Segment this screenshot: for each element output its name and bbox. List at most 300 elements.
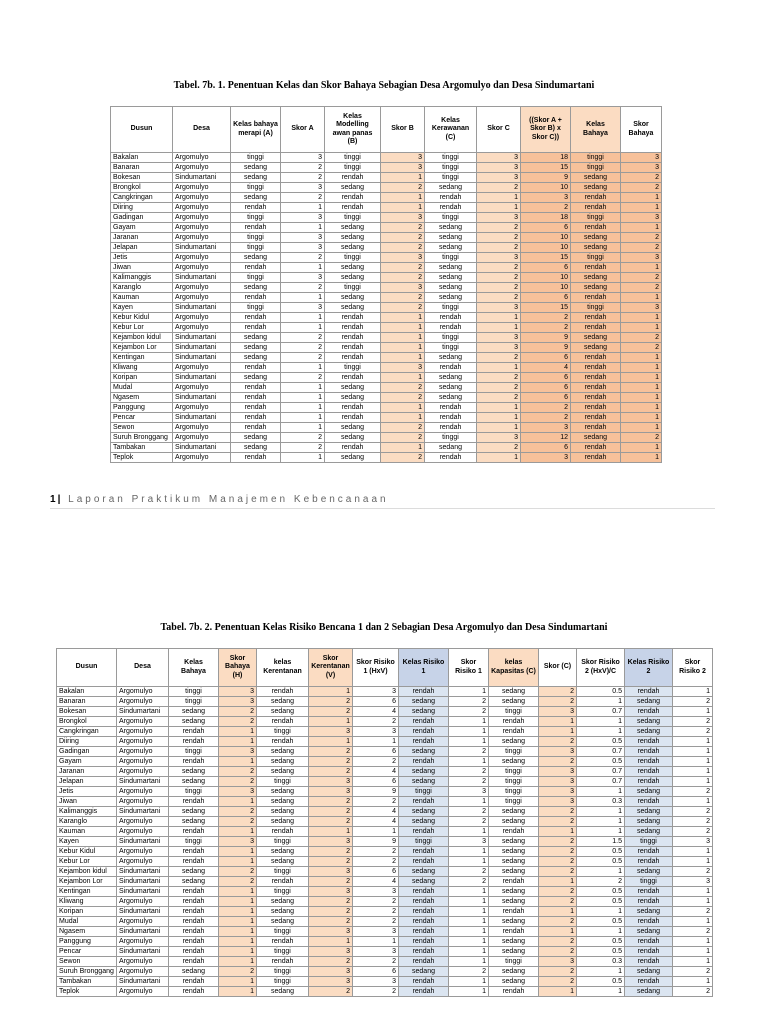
table-row	[111, 203, 662, 213]
table-cell: 1	[621, 363, 662, 373]
table-cell: Argomulyo	[173, 253, 231, 263]
table2-header-cell: Kelas Bahaya	[169, 649, 219, 687]
table-cell: 2	[381, 263, 425, 273]
table-row	[57, 827, 713, 837]
table-cell: 3	[477, 343, 521, 353]
table-cell: tinggi	[257, 927, 309, 937]
table-cell: 1	[281, 363, 325, 373]
table-row	[111, 243, 662, 253]
table-cell: Kejambon kidul	[57, 867, 117, 877]
table-cell: 2	[673, 927, 713, 937]
table-cell: sedang	[489, 857, 539, 867]
table-cell: sedang	[625, 807, 673, 817]
table-cell: 3	[673, 837, 713, 847]
table-cell: Kejambon Lor	[57, 877, 117, 887]
table-cell: 1	[381, 203, 425, 213]
table-cell: Tambakan	[57, 977, 117, 987]
table-cell: 3	[477, 173, 521, 183]
table-cell: 1	[621, 393, 662, 403]
table-cell: 1	[449, 847, 489, 857]
table-cell: sedang	[257, 857, 309, 867]
table-cell: sedang	[325, 263, 381, 273]
table-row	[57, 797, 713, 807]
table-cell: 4	[521, 363, 571, 373]
table-cell: 2	[673, 967, 713, 977]
table-cell: 1	[219, 737, 257, 747]
table-cell: Diiring	[111, 203, 173, 213]
table-cell: sedang	[325, 383, 381, 393]
table-cell: sedang	[489, 757, 539, 767]
table-cell: Kayen	[57, 837, 117, 847]
table-cell: 2	[477, 353, 521, 363]
table-cell: Tambakan	[111, 443, 173, 453]
table-cell: 2	[309, 907, 353, 917]
table-cell: 0.5	[577, 917, 625, 927]
table-cell: 1	[281, 403, 325, 413]
table-cell: tinggi	[489, 747, 539, 757]
table-cell: rendah	[169, 937, 219, 947]
table-cell: 1	[219, 887, 257, 897]
table-cell: rendah	[625, 687, 673, 697]
table-cell: Banaran	[57, 697, 117, 707]
table-cell: sedang	[399, 747, 449, 757]
table-cell: 6	[353, 777, 399, 787]
table-cell: 1	[281, 383, 325, 393]
table-cell: 0.5	[577, 847, 625, 857]
table-cell: 3	[621, 213, 662, 223]
table-cell: rendah	[425, 193, 477, 203]
table-row	[57, 687, 713, 697]
table-cell: 1	[621, 413, 662, 423]
table-cell: Jetis	[111, 253, 173, 263]
table-cell: 3	[521, 423, 571, 433]
table-cell: rendah	[257, 957, 309, 967]
table-cell: rendah	[169, 857, 219, 867]
table-cell: sedang	[489, 697, 539, 707]
table-cell: rendah	[571, 393, 621, 403]
table-cell: tinggi	[425, 253, 477, 263]
table-cell: Argomulyo	[173, 383, 231, 393]
table-cell: tinggi	[325, 283, 381, 293]
table-cell: sedang	[489, 847, 539, 857]
table-cell: 2	[353, 857, 399, 867]
table-cell: 6	[353, 867, 399, 877]
table-cell: rendah	[399, 977, 449, 987]
table-cell: 2	[309, 797, 353, 807]
table1-header-cell: Kelas bahaya merapi (A)	[231, 107, 281, 153]
table-cell: Argomulyo	[173, 433, 231, 443]
table-cell: 3	[219, 687, 257, 697]
table-cell: tinggi	[257, 777, 309, 787]
table-cell: sedang	[625, 967, 673, 977]
table-cell: 3	[381, 253, 425, 263]
table-cell: 0.3	[577, 797, 625, 807]
table-cell: 1	[353, 737, 399, 747]
table-cell: tinggi	[489, 797, 539, 807]
table-cell: sedang	[489, 947, 539, 957]
table-row	[57, 847, 713, 857]
table-cell: Sindumartani	[117, 837, 169, 847]
table-cell: sedang	[257, 697, 309, 707]
table2-header-cell: Skor Risiko 1	[449, 649, 489, 687]
table-cell: 2	[449, 877, 489, 887]
table-row	[57, 877, 713, 887]
table-cell: Cangkringan	[111, 193, 173, 203]
table-cell: rendah	[169, 917, 219, 927]
table-cell: tinggi	[425, 333, 477, 343]
table-cell: 1	[219, 757, 257, 767]
table-cell: Sindumartani	[173, 303, 231, 313]
table-cell: tinggi	[257, 887, 309, 897]
table-cell: 3	[281, 213, 325, 223]
table-cell: 2	[281, 333, 325, 343]
table-cell: 1	[539, 717, 577, 727]
table-cell: 2	[621, 183, 662, 193]
table-cell: rendah	[625, 937, 673, 947]
table-cell: sedang	[257, 707, 309, 717]
table-cell: tinggi	[169, 787, 219, 797]
table-cell: 0.5	[577, 737, 625, 747]
table-cell: rendah	[231, 323, 281, 333]
table-cell: tinggi	[257, 947, 309, 957]
table-cell: 0.7	[577, 767, 625, 777]
table-cell: 2	[521, 403, 571, 413]
table-cell: 6	[521, 263, 571, 273]
table-cell: 1	[673, 687, 713, 697]
table-cell: Brongkol	[111, 183, 173, 193]
table-cell: 2	[477, 393, 521, 403]
footer-page-number: 1	[50, 494, 56, 505]
table-cell: Kentingan	[57, 887, 117, 897]
table1-header-row	[111, 107, 662, 153]
table-cell: sedang	[231, 443, 281, 453]
table-cell: 3	[309, 977, 353, 987]
table-cell: 2	[353, 797, 399, 807]
table-cell: tinggi	[571, 213, 621, 223]
table-cell: 1	[673, 737, 713, 747]
table-cell: 2	[449, 807, 489, 817]
table-cell: 1	[673, 847, 713, 857]
table-cell: sedang	[571, 173, 621, 183]
table-cell: sedang	[231, 173, 281, 183]
table-cell: Sewon	[57, 957, 117, 967]
table-cell: Karanglo	[57, 817, 117, 827]
table-cell: sedang	[425, 383, 477, 393]
table-cell: 3	[621, 153, 662, 163]
table-cell: Kebur Kidul	[57, 847, 117, 857]
table-cell: rendah	[425, 363, 477, 373]
table-cell: 2	[621, 273, 662, 283]
table-cell: sedang	[231, 343, 281, 353]
table-cell: rendah	[489, 877, 539, 887]
table-row	[57, 937, 713, 947]
table-cell: Gayam	[111, 223, 173, 233]
table-cell: sedang	[231, 163, 281, 173]
table-row	[111, 183, 662, 193]
table-cell: rendah	[231, 453, 281, 463]
table-cell: 3	[673, 877, 713, 887]
table-cell: 0.5	[577, 887, 625, 897]
table-cell: 1	[381, 333, 425, 343]
table-cell: Pencar	[111, 413, 173, 423]
table-cell: tinggi	[231, 243, 281, 253]
table-cell: sedang	[231, 373, 281, 383]
table-cell: sedang	[625, 697, 673, 707]
table-cell: sedang	[257, 767, 309, 777]
table-cell: rendah	[231, 403, 281, 413]
table-cell: Kauman	[111, 293, 173, 303]
table1-header-cell: Skor B	[381, 107, 425, 153]
table-cell: rendah	[399, 797, 449, 807]
table-cell: 2	[353, 987, 399, 997]
table1-hazard	[110, 106, 662, 463]
table-cell: Argomulyo	[117, 737, 169, 747]
table-cell: Sindumartani	[173, 353, 231, 363]
table-cell: 2	[673, 867, 713, 877]
table-row	[57, 857, 713, 867]
table-cell: Jelapan	[57, 777, 117, 787]
table-cell: rendah	[625, 847, 673, 857]
table-cell: 1	[621, 373, 662, 383]
table-cell: Sindumartani	[117, 947, 169, 957]
table-cell: rendah	[399, 757, 449, 767]
table-cell: tinggi	[625, 837, 673, 847]
table-cell: rendah	[399, 947, 449, 957]
table-cell: 1	[309, 717, 353, 727]
table-cell: Argomulyo	[173, 213, 231, 223]
table-cell: sedang	[231, 283, 281, 293]
table-cell: sedang	[399, 867, 449, 877]
table-cell: 1	[219, 927, 257, 937]
table-cell: 2	[449, 817, 489, 827]
table-cell: Kentingan	[111, 353, 173, 363]
table-cell: rendah	[571, 403, 621, 413]
table-cell: 1	[381, 193, 425, 203]
table-cell: rendah	[169, 977, 219, 987]
table-cell: 2	[219, 707, 257, 717]
table-cell: 3	[381, 363, 425, 373]
table-cell: tinggi	[231, 303, 281, 313]
table-cell: 2	[281, 163, 325, 173]
table-cell: 1	[281, 413, 325, 423]
table-cell: 2	[539, 687, 577, 697]
table-cell: Argomulyo	[173, 193, 231, 203]
table-cell: 1	[621, 193, 662, 203]
table-cell: 1	[381, 173, 425, 183]
table-cell: 0.7	[577, 747, 625, 757]
table-cell: rendah	[571, 203, 621, 213]
table-cell: Jetis	[57, 787, 117, 797]
table-cell: 1	[281, 393, 325, 403]
table-cell: 4	[353, 807, 399, 817]
table-cell: sedang	[257, 817, 309, 827]
table-cell: tinggi	[399, 837, 449, 847]
table-cell: Argomulyo	[173, 403, 231, 413]
table-cell: 2	[449, 777, 489, 787]
table-row	[57, 907, 713, 917]
table-cell: 1	[449, 687, 489, 697]
table-cell: Kejambon Lor	[111, 343, 173, 353]
table-cell: 2	[621, 333, 662, 343]
table-cell: tinggi	[169, 837, 219, 847]
table-cell: 1	[281, 203, 325, 213]
table-cell: Argomulyo	[117, 957, 169, 967]
table-cell: sedang	[489, 807, 539, 817]
table2-header-cell: Skor Kerentanan (V)	[309, 649, 353, 687]
table-cell: rendah	[489, 827, 539, 837]
table-cell: 3	[353, 687, 399, 697]
table-cell: rendah	[489, 727, 539, 737]
table-cell: tinggi	[425, 343, 477, 353]
table-cell: Sindumartani	[173, 373, 231, 383]
table-cell: 2	[381, 383, 425, 393]
table-cell: 2	[621, 243, 662, 253]
table-cell: sedang	[399, 967, 449, 977]
table-cell: 0.3	[577, 957, 625, 967]
table-cell: tinggi	[425, 213, 477, 223]
table-cell: rendah	[625, 737, 673, 747]
table-cell: sedang	[399, 877, 449, 887]
table-cell: sedang	[489, 897, 539, 907]
table-cell: rendah	[625, 757, 673, 767]
table-cell: sedang	[399, 767, 449, 777]
table-cell: Argomulyo	[117, 897, 169, 907]
table-row	[57, 947, 713, 957]
table-cell: 1	[449, 937, 489, 947]
table-cell: 1	[309, 737, 353, 747]
table-cell: 2	[219, 877, 257, 887]
table-cell: Sewon	[111, 423, 173, 433]
table-cell: 0.7	[577, 777, 625, 787]
table-cell: sedang	[257, 917, 309, 927]
table-cell: 3	[477, 253, 521, 263]
table-cell: rendah	[571, 353, 621, 363]
table-cell: rendah	[169, 737, 219, 747]
table-cell: 2	[673, 717, 713, 727]
table-cell: 1	[381, 353, 425, 363]
table-cell: tinggi	[625, 877, 673, 887]
table-cell: rendah	[425, 413, 477, 423]
table-cell: 1	[477, 423, 521, 433]
table-cell: Argomulyo	[117, 817, 169, 827]
table-row	[57, 967, 713, 977]
table-cell: Argomulyo	[173, 223, 231, 233]
table-row	[111, 423, 662, 433]
table-cell: rendah	[231, 383, 281, 393]
table-row	[57, 867, 713, 877]
table-cell: tinggi	[257, 967, 309, 977]
table-cell: sedang	[425, 283, 477, 293]
table-cell: 0.5	[577, 857, 625, 867]
table-cell: 2	[577, 877, 625, 887]
table-cell: 3	[309, 887, 353, 897]
table-cell: tinggi	[571, 153, 621, 163]
table-cell: 1.5	[577, 837, 625, 847]
table-cell: tinggi	[425, 433, 477, 443]
table-cell: rendah	[231, 203, 281, 213]
table-row	[111, 153, 662, 163]
table-cell: 2	[621, 433, 662, 443]
table-cell: rendah	[325, 323, 381, 333]
table-cell: tinggi	[325, 163, 381, 173]
table-cell: 2	[673, 987, 713, 997]
table-cell: 3	[309, 967, 353, 977]
table-cell: 10	[521, 283, 571, 293]
table-cell: 1	[577, 697, 625, 707]
table-cell: sedang	[257, 797, 309, 807]
table-cell: rendah	[571, 193, 621, 203]
table-cell: sedang	[625, 927, 673, 937]
table-cell: 1	[449, 947, 489, 957]
table-cell: 3	[539, 707, 577, 717]
table-cell: Sindumartani	[173, 413, 231, 423]
table-cell: 2	[477, 293, 521, 303]
table-cell: Cangkringan	[57, 727, 117, 737]
table-cell: rendah	[325, 373, 381, 383]
table-row	[111, 333, 662, 343]
table-cell: 3	[353, 727, 399, 737]
table-cell: sedang	[257, 897, 309, 907]
table-cell: 1	[219, 907, 257, 917]
table-cell: tinggi	[571, 303, 621, 313]
table-row	[111, 163, 662, 173]
table-cell: sedang	[489, 737, 539, 747]
table-cell: Kebur Lor	[111, 323, 173, 333]
table-cell: rendah	[231, 423, 281, 433]
table-cell: 2	[477, 373, 521, 383]
table-cell: rendah	[169, 947, 219, 957]
table-cell: Ngasem	[57, 927, 117, 937]
table-cell: 1	[477, 413, 521, 423]
table-cell: rendah	[571, 453, 621, 463]
table-cell: 2	[353, 757, 399, 767]
table-cell: Argomulyo	[117, 857, 169, 867]
table-cell: rendah	[625, 957, 673, 967]
table-cell: rendah	[571, 373, 621, 383]
table-cell: 2	[449, 867, 489, 877]
table-cell: Argomulyo	[117, 937, 169, 947]
table-cell: 1	[449, 857, 489, 867]
table-cell: 2	[309, 707, 353, 717]
table-cell: 4	[353, 817, 399, 827]
table-cell: 2	[381, 293, 425, 303]
table-cell: Pencar	[57, 947, 117, 957]
table-cell: tinggi	[325, 253, 381, 263]
table-cell: 3	[309, 867, 353, 877]
table-cell: 1	[673, 777, 713, 787]
table-cell: 6	[521, 443, 571, 453]
table-cell: Sindumartani	[117, 877, 169, 887]
table-cell: 2	[521, 203, 571, 213]
table-cell: Jiwan	[57, 797, 117, 807]
table-cell: 3	[381, 283, 425, 293]
table-cell: sedang	[625, 787, 673, 797]
table-cell: tinggi	[571, 163, 621, 173]
table-cell: 1	[281, 323, 325, 333]
table-cell: 1	[673, 897, 713, 907]
table-cell: 1	[219, 727, 257, 737]
table-cell: 3	[477, 303, 521, 313]
table-cell: rendah	[325, 173, 381, 183]
table-cell: Jiwan	[111, 263, 173, 273]
table-cell: 12	[521, 433, 571, 443]
table-cell: 1	[381, 413, 425, 423]
table-cell: 2	[449, 967, 489, 977]
table-cell: sedang	[169, 777, 219, 787]
table-cell: tinggi	[325, 213, 381, 223]
table-cell: rendah	[399, 727, 449, 737]
table-cell: 1	[539, 907, 577, 917]
